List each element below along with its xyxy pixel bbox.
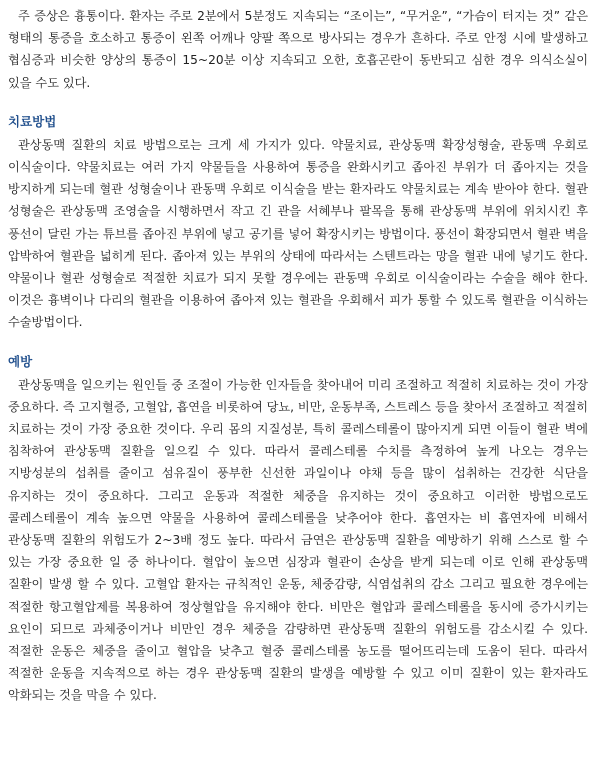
prevention-paragraph: 관상동맥을 일으키는 원인들 중 조절이 가능한 인자들을 찾아내어 미리 조절하고 적절히 치료하는 것이 가장 중요하다. 즉 고지혈증, 고혈압, 흡연을 비롯하여 당뇨, 비만, 운동부족, 스트레스 등을 찾아서 조절하고 적절히 치료하는 것이 가장 중요한 것이다. 우리 몸의 지질성분, 특히 콜레스테롤이 많아지게 되면 이들이 혈관 벽에 침착하여 관상동맥 질환을 일으킬 수 있다. 따라서 콜레스테롤 수치를 측정하여 높게 나오는 경우는 지방성분의 섭취를 줄이고 섬유질이 풍부한 신선한 과일이나 야채 등을 많이 섭취하는 건강한 식단을 유지하는 것이 중요하다. 그리고 운동과 적절한 체중을 유지하는 것이 중요하고 이러한 방법으로도 콜레스테롤이 계속 높으면 약물을 사용하여 콜레스테롤을 낮추어야 한다. 흡연자는 비 흡연자에 비해서 관상동맥 질환의 위험도가 2~3배 정도 높다. 따라서 금연은 관상동맥 질환을 예방하기 위해 스스로 할 수 있는 가장 중요한 일 중 하나이다. 혈압이 높으면 심장과 혈관이 손상을 받게 되는데 이로 인해 관상동맥 질환이 발생 할 수 있다. 고혈압 환자는 규칙적인 운동, 체중감량, 식염섭취의 감소 그리고 필요한 경우에는 적절한 항고혈압제를 복용하여 정상혈압을 유지해야 한다. 비만은 혈압과 콜레스테롤을 동시에 증가시키는 요인이 되므로 과체중이거나 비만인 경우 체중을 감량하면 관상동맥 질환의 위험도를 감소시킬 수 있다. 적절한 운동은 체중을 줄이고 혈압을 낮추고 혈중 콜레스테롤 농도를 떨어뜨리는데 도움이 된다. 따라서 적절한 운동을 지속적으로 하는 경우 관상동맥 질환의 발생을 예방할 수 있고 이미 질환이 있는 환자라도 악화되는 것을 막을 수 있다. bbox=[8, 377, 588, 703]
section-heading-treatment: 치료방법 bbox=[8, 113, 57, 129]
section-heading-prevention: 예방 bbox=[8, 353, 33, 369]
treatment-paragraph: 관상동맥 질환의 치료 방법으로는 크게 세 가지가 있다. 약물치료, 관상동맥 확장성형술, 관동맥 우회로 이식술이다. 약물치료는 여러 가지 약물들을 사용하여 통증을 완화시키고 좁아진 부위가 더 좁아지는 것을 방지하게 되는데 혈관 성형술이나 관동맥 우회로 이식술을 받는 환자라도 약물치료는 계속 받아야 한다. 혈관 성형술은 관상동맥 조영술을 시행하면서 작고 긴 관을 서혜부나 팔목을 통해 관상동맥 부위에 위치시킨 후 풍선이 달린 가는 튜브를 좁아진 부위에 넣고 공기를 넣어 확장시키는 방법이다. 풍선이 확장되면서 혈관 벽을 압박하여 혈관을 넓히게 된다. 좁아져 있는 부위의 상태에 따라서는 스텐트라는 망을 혈관 내에 넣기도 한다. 약물이나 혈관 성형술로 적절한 치료가 되지 못할 경우에는 관동맥 우회로 이식술이라는 수술을 해야 한다. 이것은 흉벽이나 다리의 혈관을 이용하여 좁아져 있는 혈관을 우회해서 피가 통할 수 있도록 혈관을 이식하는 수술방법이다. bbox=[8, 137, 588, 330]
intro-paragraph: 주 증상은 흉통이다. 환자는 주로 2분에서 5분정도 지속되는 “조이는”, “무거운”, “가슴이 터지는 것” 같은 형태의 통증을 호소하고 통증이 왼쪽 어깨나 양팔 쪽으로 방사되는 경우가 흔하다. 주로 안정 시에 발생하고 협심증과 비슷한 양상의 통증이 15~20분 이상 지속되고 오한, 호흡곤란이 동반되고 심한 경우 의식소실이 있을 수도 있다. bbox=[8, 9, 588, 90]
